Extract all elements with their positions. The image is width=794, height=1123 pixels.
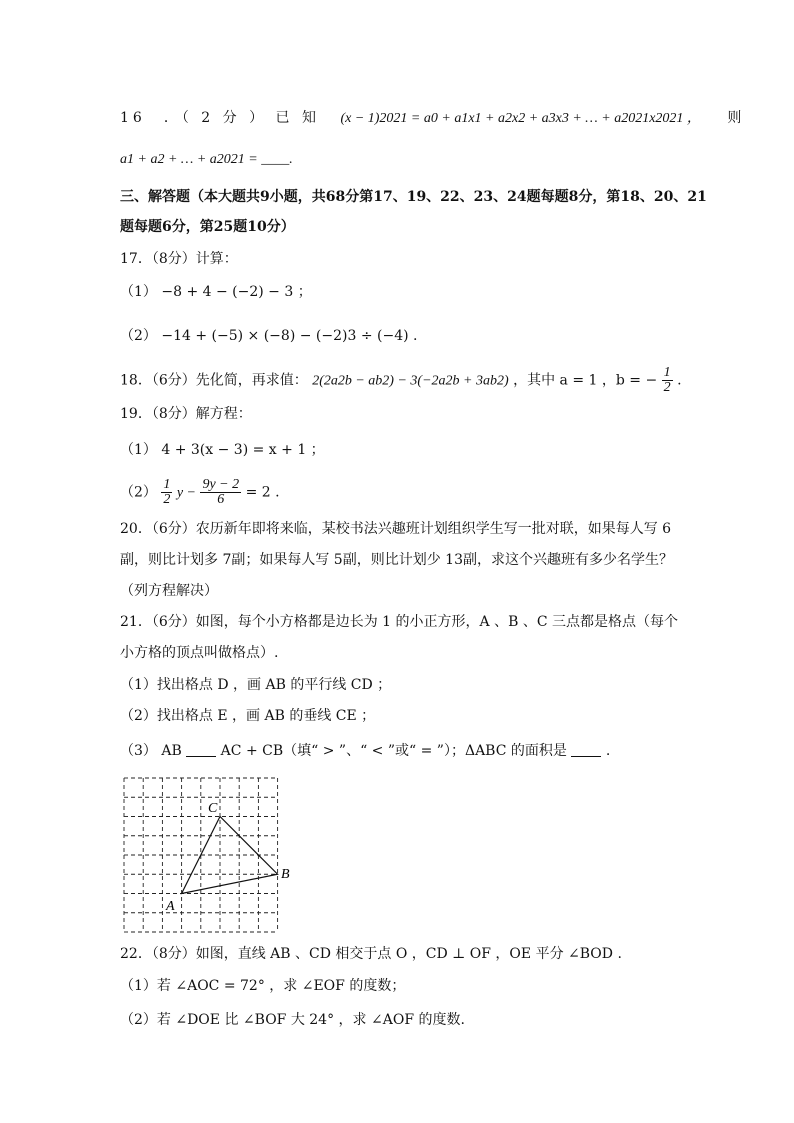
q16-then: 则 [727, 110, 742, 126]
label-c: C [208, 801, 218, 816]
q16-expression: (x − 1)2021 = a0 + a1x1 + a2x2 + a3x3 + … + a2021x2021 ， [340, 111, 701, 126]
q22-stem: 22．（8分）如图，直线 AB 、CD 相交于点 O ，CD ⊥ OF ，OE 平分 ∠BOD . [120, 946, 622, 962]
q19-fraction-2 [200, 478, 241, 507]
q17-stem: 17．（8分）计算： [120, 251, 238, 267]
q18-condition: ，其中 a = 1 ，b = − [513, 372, 658, 389]
label-b: B [281, 867, 290, 882]
q21-part3 [120, 741, 610, 761]
q19-stem: 19．（8分）解方程： [120, 406, 252, 422]
q18-frac-num: 1 [663, 365, 671, 380]
q21-line2: 小方格的顶点叫做格点）. [120, 645, 279, 661]
q19-mid: y − [176, 485, 196, 501]
q22-part1: （1）若 ∠AOC = 72° ，求 ∠EOF 的度数； [120, 978, 406, 994]
q17-part2: （2） −14 + (−5) × (−8) − (−2)3 ÷ (−4) . [120, 328, 418, 344]
q21-answer-blank-1 [186, 744, 216, 757]
q16-lead: 16 ．（ 2 分 ） 已 知 [120, 110, 320, 126]
q19-part2-lead: （2） [120, 484, 157, 501]
q19-frac2-den: 6 [217, 492, 225, 507]
q21-part3-a: （3） AB [120, 743, 182, 759]
section3-heading-line1: 三、解答题（本大题共9小题，共68分第17、19、22、23、24题每题8分，第18、20、21 [120, 189, 707, 205]
q21-part3-c: . [605, 743, 611, 759]
q21-part1: （1）找出格点 D ，画 AB 的平行线 CD ； [120, 677, 392, 693]
q17-part1: （1） −8 + 4 − (−2) − 3 ； [120, 284, 312, 300]
q18-fraction [662, 366, 673, 395]
q19-frac1-num: 1 [163, 477, 171, 492]
q21-line1: 21．（6分）如图，每个小方格都是边长为 1 的小正方形，A 、B 、C 三点都是格点（每个 [120, 614, 678, 630]
q21-answer-blank-2 [571, 744, 601, 757]
q22-part2: （2）若 ∠DOE 比 ∠BOF 大 24° ，求 ∠AOF 的度数. [120, 1012, 465, 1028]
q19-end: = 2 . [245, 484, 280, 501]
q18-line [120, 366, 682, 395]
q20-line3: （列方程解决） [120, 583, 218, 599]
label-a: A [166, 899, 175, 914]
q21-grid-figure [118, 770, 298, 940]
q19-fraction-1 [161, 478, 172, 507]
q20-line1: 20．（6分）农历新年即将来临，某校书法兴趣班计划组织学生写一批对联，如果每人写 6 [120, 521, 672, 537]
q21-part3-b: AC + CB（填“ > ”、“ < ”或“ = ”）；ΔABC 的面积是 [220, 743, 567, 759]
q19-part2 [120, 478, 280, 507]
q18-end: . [677, 372, 682, 389]
q21-part2: （2）找出格点 E ，画 AB 的垂线 CE ； [120, 708, 376, 724]
section3-heading-line2: 题每题6分，第25题10分） [120, 219, 295, 235]
q20-line2: 副，则比计划多 7副；如果每人写 5副，则比计划少 13副，求这个兴趣班有多少名学生？ [120, 552, 673, 568]
q19-frac2-num: 9y − 2 [202, 477, 240, 492]
q19-part1: （1） 4 + 3(x − 3) = x + 1 ； [120, 442, 325, 458]
q18-stem: 18．（6分）先化简，再求值： [120, 372, 308, 389]
q18-expression: 2(2a2b − ab2) − 3(−2a2b + 3ab2) [312, 373, 509, 389]
q16-line1 [120, 108, 741, 129]
q16-ask: a1 + a2 + … + a2021 = ____. [120, 152, 293, 167]
q18-frac-den: 2 [663, 380, 671, 395]
q19-frac1-den: 2 [163, 492, 171, 507]
